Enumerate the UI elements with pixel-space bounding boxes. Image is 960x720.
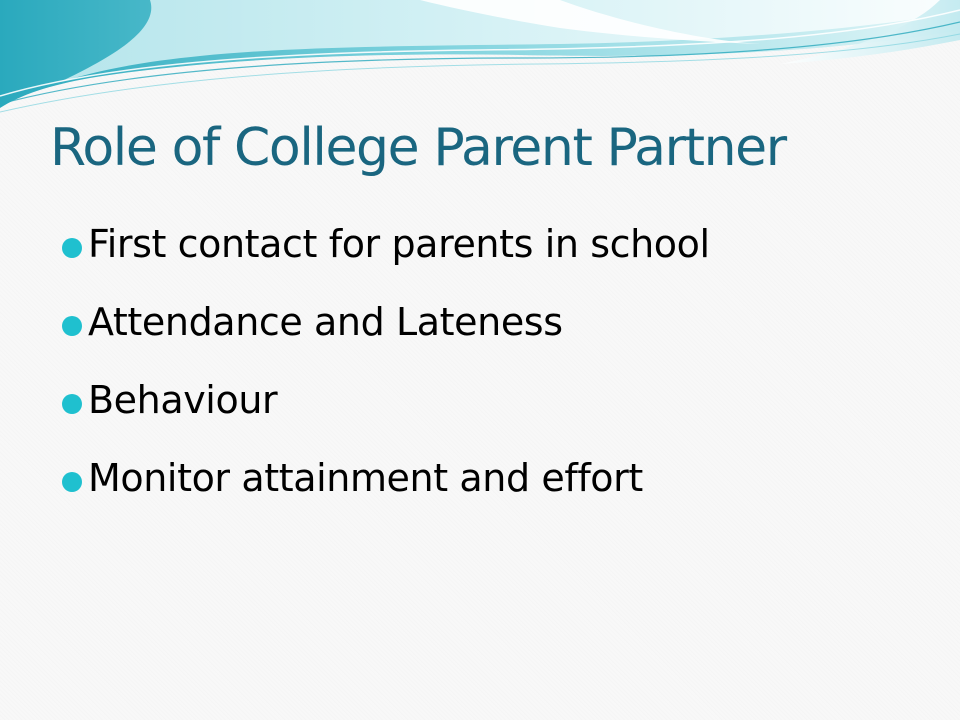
bullet-text: Behaviour — [88, 378, 278, 422]
slide-title: Role of College Parent Partner — [50, 118, 786, 178]
bullet-icon — [62, 472, 82, 492]
bullet-icon — [62, 238, 82, 258]
bullet-text: Attendance and Lateness — [88, 300, 563, 344]
bullet-icon — [62, 316, 82, 336]
bullet-text: First contact for parents in school — [88, 222, 710, 266]
bullet-icon — [62, 394, 82, 414]
header-wave-decoration — [0, 0, 960, 120]
bullet-text: Monitor attainment and effort — [88, 456, 643, 500]
